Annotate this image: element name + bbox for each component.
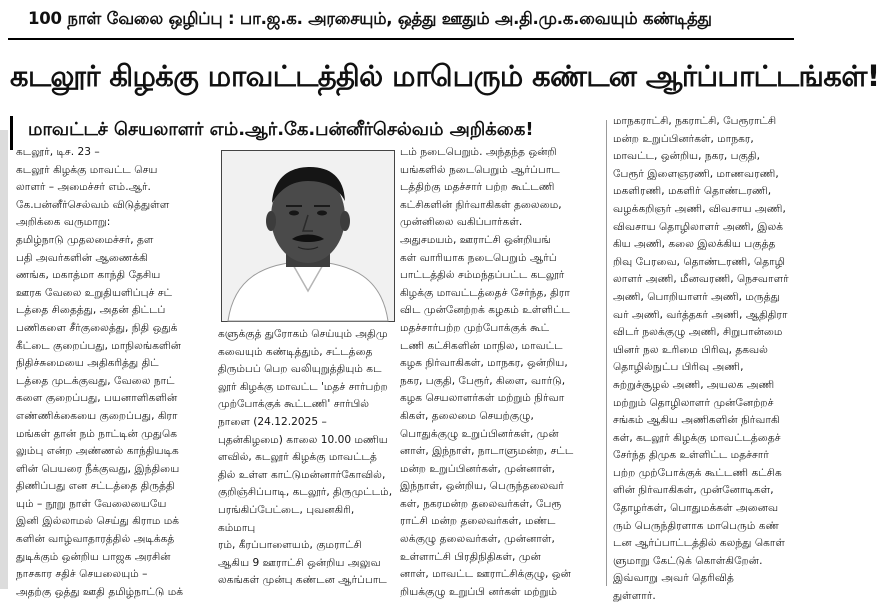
article-subhead: மாவட்டச் செயலாளர் எம்.ஆர்.கே.பன்னீர்செல்வம் அறிக்கை! [28,119,534,140]
column-divider [606,120,607,586]
article-column-4: மாநகராட்சி, நகராட்சி, பேரூராட்சி மன்ற உறுப்பினர்கள், மாநகர, மாவட்ட, ஒன்றிய, நகர, பகுதி, பேரூர் இளைஞரணி, மாணவரணி, மகளிரணி, மகளிர் தொண்டரணி, வழக்கறிஞர் அணி, விவசாய அணி, விவசாய தொழிலாளர் அணி, இலக் கிய அணி, கலை இலக்கிய பகுத்த றிவு பேரவை, தொண்டரணி, தொழி லாளர் அணி, மீனவரணி, நெசவாளர் அணி, பொறியாளர் அணி, மருத்து வர் அணி, வர்த்தகர் அணி, ஆதிதிரா விடர் நலக்குழு அணி, சிறுபான்மை யினர் நல உரிமை பிரிவு, தகவல் தொழில்நுட்ப பிரிவு அணி, சுற்றுச்சூழல் அணி, அயலக அணி மற்றும் தொழிலாளர் முன்னேற்றச் சங்கம் ஆகிய அணிகளின் நிர்வாகி கள், கடலூர் கிழக்கு மாவட்டத்தைச் சேர்ந்த திமுக உள்ளிட்ட மதச்சார் பற்ற முற்போக்குக் கூட்டணி கட்சிக ளின் நிர்வாகிகள், முன்னோடிகள், தோழர்கள், பொதுமக்கள் அனைவ ரும் பெருந்திரளாக மாபெரும் கண் டன ஆர்ப்பாட்டத்தில் கலந்து கொள் ளுமாறு கேட்டுக் கொள்கிறேன். இவ்வாறு அவர் தெரிவித் துள்ளார். [613,115,789,603]
portrait-photo [221,150,395,322]
article-column-3: டம் நடைபெறும். அந்தந்த ஒன்றி யங்களில் நடைபெறும் ஆர்ப்பாட டத்திற்கு மதச்சார் பற்ற கூட்டணி கட்சிகளின் நிர்வாகிகள் தலைமை, முன்னிலை வகிப்பார்கள். அதுசமயம், ஊராட்சி ஒன்றியங் கள் வாரியாக நடைபெறும் ஆர்ப் பாட்டத்தில் சம்மந்தப்பட்ட கடலூர் கிழக்கு மாவட்டத்தைச் சேர்ந்த, திரா விட முன்னேற்றக் கழகம் உள்ளிட்ட மதச்சார்பற்ற முற்போக்குக் கூட் டணி கட்சிகளின் மாநில, மாவட்ட கழக நிர்வாகிகள், மாநகர, ஒன்றிய, நகர, பகுதி, பேரூர், கிளை, வார்டு, கழக செயலாளர்கள் மற்றும் நிர்வா கிகள், தலைமை செயற்குழு, பொதுக்குழு உறுப்பினர்கள், முன் னாள், இந்நாள், நாடாளுமன்ற, சட்ட மன்ற உறுப்பினர்கள், முன்னாள், இந்நாள், ஒன்றிய, பெருந்தலைவர் கள், நகரமன்ற தலைவர்கள், பேரூ ராட்சி மன்ற தலைவர்கள், மண்ட லக்குழு தலைவர்கள், முன்னாள், உள்ளாட்சி பிரதிநிதிகள், முன் னாள், மாவட்ட ஊராட்சிக்குழு, ஒன் றியக்குழு உறுப்பி னர்கள் மற்றும் [400,146,574,598]
article-column-1: கடலூர், டிச. 23 – கடலூர் கிழக்கு மாவட்ட செய லாளர் – அமைச்சர் எம்.ஆர். கே.பன்னீர்செல்வம் விடுத்துள்ள அறிக்கை வருமாறு: தமிழ்நாடு முதலமைச்சர், தள பதி அவர்களின் ஆணைக்கி ணங்க, மகாத்மா காந்தி தேசிய ஊரக வேலை உறுதியளிப்புச் சட் டத்தை சிதைத்து, அதன் திட்டப் பணிகளை சீர்குலைத்து, நிதி ஒதுக் கீட்டை குறைப்பது, மாநிலங்களின் நிதிச்சுமையை அதிகரித்து திட் டத்தை முடக்குவது, வேலை நாட் களை குறைப்பது, பயனாளிகளின் எண்ணிக்கையை குறைப்பது, கிரா மங்கள் தான் நம் நாட்டின் முதுகெ லும்பு என்ற அண்ணல் காந்தியடிக ளின் பெயரை நீக்குவது, இந்தியை திணிப்பது என சட்டத்தை திருத்தி யும் – நூறு நாள் வேலையையே இனி இல்லாமல் செய்து கிராம மக் களின் வாழ்வாதாரத்தில் அடிக்கத் துடிக்கும் ஒன்றிய பாஜக அரசின் நாசகார சதிச் செயலையும் – அதற்கு ஒத்து ஊதி தமிழ்நாட்டு மக் [16,146,184,598]
portrait-illustration [222,151,394,321]
subhead-marker [10,116,13,150]
adjacent-article-edge [0,130,8,589]
article-headline: கடலூர் கிழக்கு மாவட்டத்தில் மாபெரும் கண்டன ஆர்ப்பாட்டங்கள்! [10,59,879,93]
article-column-2: களுக்குத் துரோகம் செய்யும் அதிமு கவையும் கண்டித்தும், சட்டத்தை திரும்பப் பெற வலியுறுத்தியும் கட லூர் கிழக்கு மாவட்ட 'மதச் சார்பற்ற முற்போக்குக் கூட்டணி' சார்பில் நாளை (24.12.2025 – புதன்கிழமை) காலை 10.00 மணிய ளவில், கடலூர் கிழக்கு மாவட்டத் தில் உள்ள காட்டுமன்னார்கோவில், குறிஞ்சிப்பாடி, கடலூர், திருமுட்டம், பரங்கிப்பேட்டை, புவனகிரி, கம்மாபு ரம், கீரப்பாளையம், குமராட்சி ஆகிய 9 ஊராட்சி ஒன்றிய அலுவ லகங்கள் முன்பு கண்டன ஆர்ப்பாட [218,328,393,587]
article-kicker: 100 நாள் வேலை ஒழிப்பு : பா.ஜ.க. அரசையும், ஒத்து ஊதும் அ.தி.மு.க.வையும் கண்டித்து [28,9,712,28]
header-rule [8,38,794,40]
